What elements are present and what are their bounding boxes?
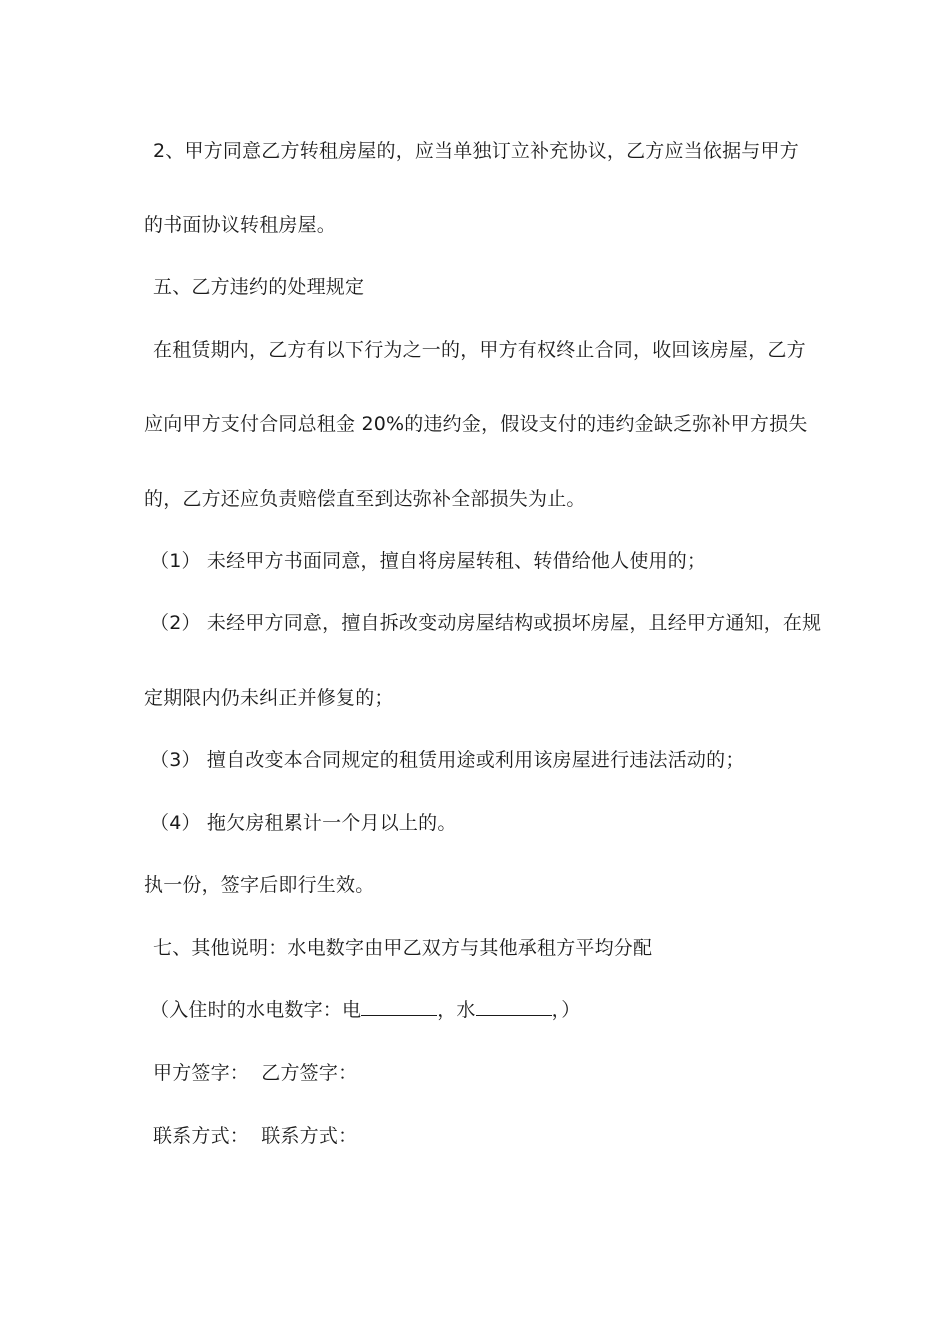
list-item-2-line2: 定期限内仍未纠正并修复的；: [144, 687, 394, 709]
party-b-contact-label: 联系方式：: [261, 1125, 358, 1147]
meter-middle: ，水: [437, 999, 476, 1021]
section-7-heading: 七、其他说明：水电数字由甲乙双方与其他承租方平均分配: [153, 937, 653, 959]
section-5-para-line2: 应向甲方支付合同总租金 20%的违约金，假设支付的违约金缺乏弥补甲方损失: [144, 413, 808, 435]
section-5-para-line3: 的，乙方还应负责赔偿直至到达弥补全部损失为止。: [144, 488, 586, 510]
meter-prefix: （入住时的水电数字：电: [150, 999, 362, 1021]
meter-reading-line: [150, 998, 581, 1022]
list-item-1: （1） 未经甲方书面同意，擅自将房屋转租、转借给他人使用的；: [150, 550, 707, 572]
section-5-heading: 五、乙方违约的处理规定: [153, 276, 365, 298]
section-5-para-line1: 在租赁期内，乙方有以下行为之一的，甲方有权终止合同，收回该房屋，乙方: [153, 339, 806, 361]
contact-line: [153, 1124, 357, 1148]
list-item-3: （3） 擅自改变本合同规定的租赁用途或利用该房屋进行违法活动的；: [150, 749, 745, 771]
list-item-4: （4） 拖欠房租累计一个月以上的。: [150, 812, 457, 834]
electricity-blank: [361, 1011, 437, 1016]
party-a-signature-label: 甲方签字：: [153, 1062, 250, 1084]
party-a-contact-label: 联系方式：: [153, 1125, 250, 1147]
water-blank: [476, 1011, 552, 1016]
effect-line: 执一份，签字后即行生效。: [144, 874, 375, 896]
signature-line: [153, 1061, 357, 1085]
list-item-2-line1: （2） 未经甲方同意，擅自拆改变动房屋结构或损坏房屋，且经甲方通知，在规: [150, 612, 822, 634]
party-b-signature-label: 乙方签字：: [261, 1062, 358, 1084]
clause-2-line2: 的书面协议转租房屋。: [144, 214, 337, 236]
clause-2-line1: 2、甲方同意乙方转租房屋的，应当单独订立补充协议，乙方应当依据与甲方: [153, 140, 799, 162]
meter-suffix: ，）: [551, 999, 581, 1021]
